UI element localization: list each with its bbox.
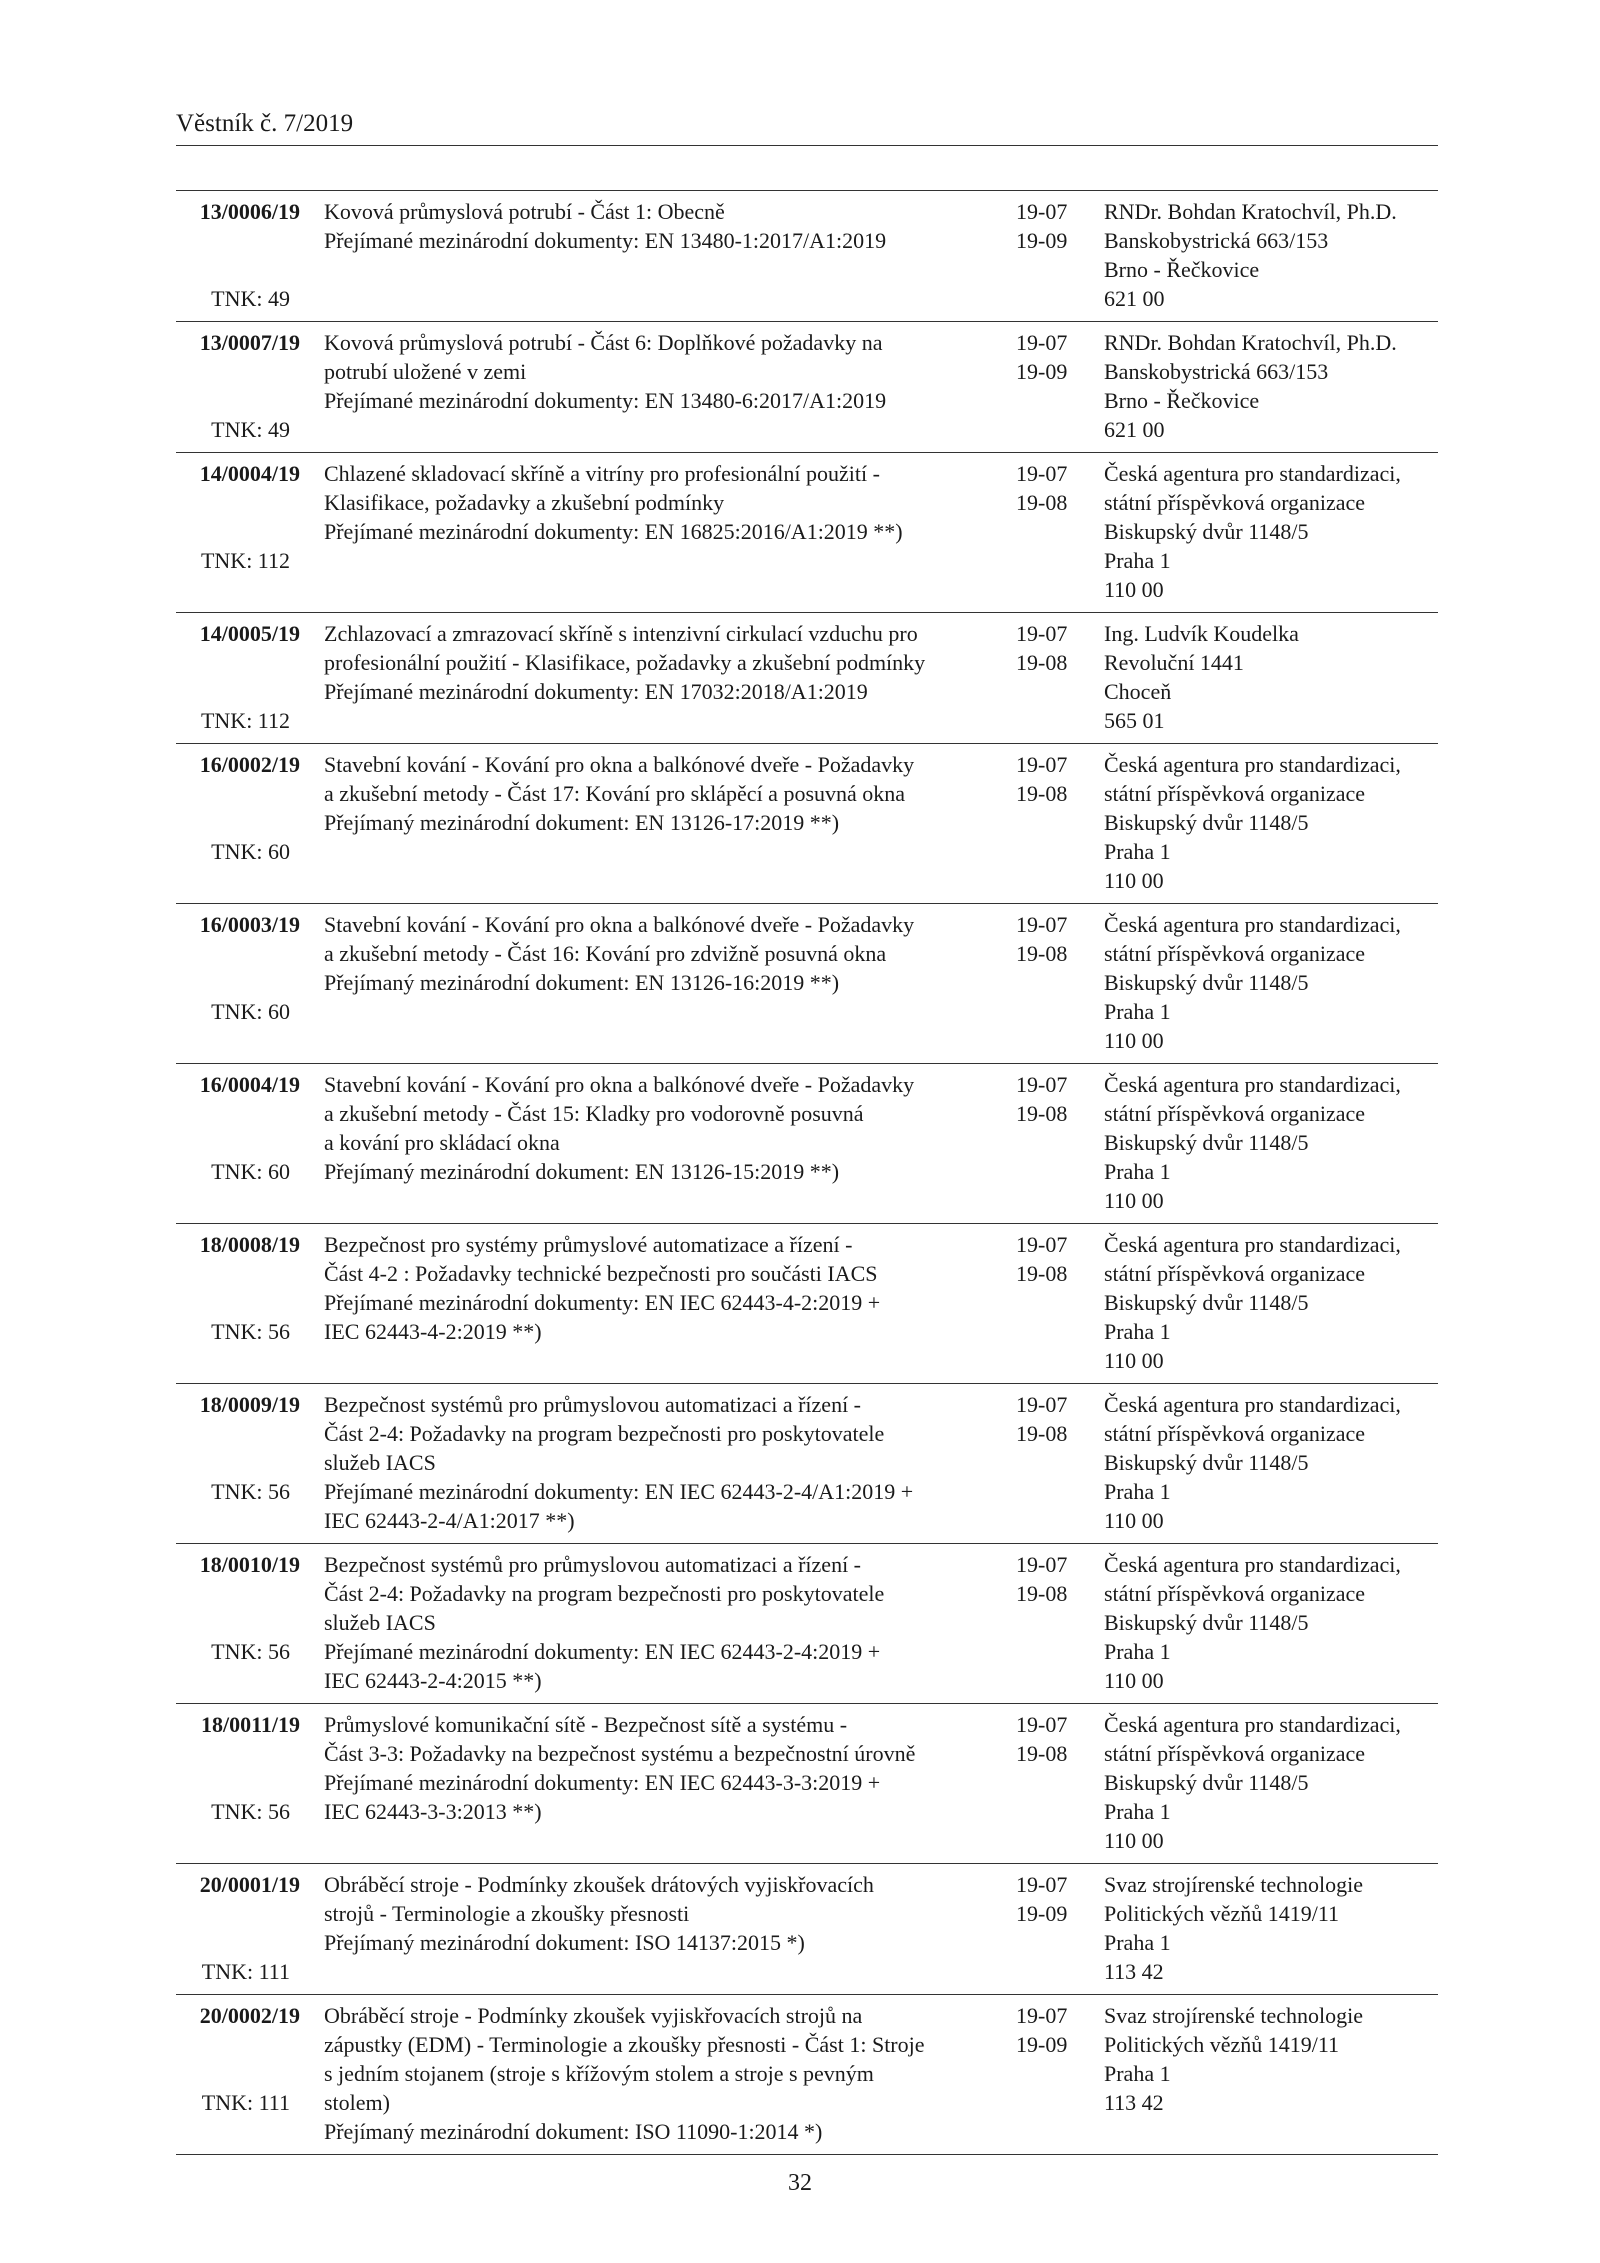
title-line: Stavební kování - Kování pro okna a balkónové dveře - Požadavky <box>324 912 915 937</box>
address-line: Praha 1 <box>1104 1930 1171 1955</box>
address-line: Svaz strojírenské technologie <box>1104 2003 1364 2028</box>
title-line: Přejímané mezinárodní dokumenty: EN 13480-6:2017/A1:2019 <box>324 388 887 413</box>
address-line: Biskupský dvůr 1148/5 <box>1104 810 1309 835</box>
address-line: Politických vězňů 1419/11 <box>1104 1901 1340 1926</box>
standard-number: 18/0011/19 <box>200 1712 300 1737</box>
date-code: 19-08 <box>1016 941 1068 966</box>
title-line: potrubí uložené v zemi <box>324 359 527 384</box>
title-line: služeb IACS <box>324 1450 436 1475</box>
address-line: Česká agentura pro standardizaci, <box>1104 1392 1401 1417</box>
processor-address <box>1104 328 1444 444</box>
address-line: státní příspěvková organizace <box>1104 1261 1366 1286</box>
dates <box>1016 328 1086 386</box>
address-line: státní příspěvková organizace <box>1104 941 1366 966</box>
date-code: 19-08 <box>1016 1261 1068 1286</box>
address-line: Politických vězňů 1419/11 <box>1104 2032 1340 2057</box>
dates <box>1016 1230 1086 1288</box>
title-line: strojů - Terminologie a zkoušky přesnosti <box>324 1901 690 1926</box>
address-line: státní příspěvková organizace <box>1104 1581 1366 1606</box>
title-line: Přejímané mezinárodní dokumenty: EN IEC 62443-3-3:2019 + <box>324 1770 881 1795</box>
date-code: 19-07 <box>1016 1072 1068 1097</box>
date-code: 19-09 <box>1016 1901 1068 1926</box>
title-line: Obráběcí stroje - Podmínky zkoušek drátových vyjiskřovacích <box>324 1872 874 1897</box>
date-code: 19-08 <box>1016 1741 1068 1766</box>
address-line: Praha 1 <box>1104 2061 1171 2086</box>
address-line: státní příspěvková organizace <box>1104 490 1366 515</box>
standards-table <box>176 190 1438 2155</box>
date-code: 19-07 <box>1016 621 1068 646</box>
address-line: Biskupský dvůr 1148/5 <box>1104 1610 1309 1635</box>
title-line: Stavební kování - Kování pro okna a balkónové dveře - Požadavky <box>324 752 915 777</box>
date-code: 19-08 <box>1016 1421 1068 1446</box>
title-line: s jedním stojanem (stroje s křížovým stolem a stroje s pevným <box>324 2061 874 2086</box>
tnk-number: TNK: 56 <box>211 1639 290 1664</box>
dates <box>1016 1550 1086 1608</box>
title-line: Část 2-4: Požadavky na program bezpečnosti pro poskytovatele <box>324 1581 885 1606</box>
date-code: 19-07 <box>1016 1232 1068 1257</box>
title-line: Přejímané mezinárodní dokumenty: EN IEC 62443-4-2:2019 + <box>324 1290 881 1315</box>
standard-title <box>324 1710 984 1826</box>
processor-address <box>1104 1550 1444 1695</box>
date-code: 19-07 <box>1016 912 1068 937</box>
address-line: Praha 1 <box>1104 839 1171 864</box>
address-line: Praha 1 <box>1104 999 1171 1024</box>
date-code: 19-07 <box>1016 752 1068 777</box>
dates <box>1016 1710 1086 1768</box>
processor-address <box>1104 197 1444 313</box>
title-line: Přejímané mezinárodní dokumenty: EN 13480-1:2017/A1:2019 <box>324 228 887 253</box>
address-line: Česká agentura pro standardizaci, <box>1104 752 1401 777</box>
standard-title <box>324 2001 984 2146</box>
title-line: Bezpečnost systémů pro průmyslovou automatizaci a řízení - <box>324 1392 862 1417</box>
title-line: IEC 62443-2-4/A1:2017 **) <box>324 1508 575 1533</box>
dates <box>1016 1390 1086 1448</box>
title-line: Část 2-4: Požadavky na program bezpečnosti pro poskytovatele <box>324 1421 885 1446</box>
title-line: a zkušební metody - Část 15: Kladky pro vodorovně posuvná <box>324 1101 864 1126</box>
standard-title <box>324 1550 984 1695</box>
standard-number: 18/0008/19 <box>199 1232 300 1257</box>
title-line: služeb IACS <box>324 1610 436 1635</box>
address-line: Choceň <box>1104 679 1172 704</box>
date-code: 19-07 <box>1016 1872 1068 1897</box>
title-line: profesionální použití - Klasifikace, požadavky a zkušební podmínky <box>324 650 926 675</box>
processor-address <box>1104 2001 1444 2117</box>
standard-number: 20/0002/19 <box>199 2003 300 2028</box>
date-code: 19-09 <box>1016 228 1068 253</box>
dates <box>1016 910 1086 968</box>
address-line: Praha 1 <box>1104 1479 1171 1504</box>
address-line: 110 00 <box>1104 1828 1164 1853</box>
dates <box>1016 1070 1086 1128</box>
title-line: Přejímané mezinárodní dokumenty: EN IEC 62443-2-4:2019 + <box>324 1639 881 1664</box>
processor-address <box>1104 750 1444 895</box>
title-line: Klasifikace, požadavky a zkušební podmínky <box>324 490 725 515</box>
address-line: Česká agentura pro standardizaci, <box>1104 1712 1401 1737</box>
address-line: Brno - Řečkovice <box>1104 257 1260 282</box>
address-line: Banskobystrická 663/153 <box>1104 228 1329 253</box>
address-line: Česká agentura pro standardizaci, <box>1104 1552 1401 1577</box>
title-line: Chlazené skladovací skříně a vitríny pro profesionální použití - <box>324 461 880 486</box>
date-code: 19-09 <box>1016 359 1068 384</box>
title-line: stolem) <box>324 2090 390 2115</box>
address-line: Revoluční 1441 <box>1104 650 1244 675</box>
tnk-number: TNK: 56 <box>211 1799 290 1824</box>
date-code: 19-08 <box>1016 1581 1068 1606</box>
address-line: 110 00 <box>1104 577 1164 602</box>
title-line: a kování pro skládací okna <box>324 1130 560 1155</box>
date-code: 19-08 <box>1016 781 1068 806</box>
tnk-number: TNK: 112 <box>200 708 290 733</box>
address-line: RNDr. Bohdan Kratochvíl, Ph.D. <box>1104 330 1397 355</box>
standard-title <box>324 328 984 415</box>
table-row <box>176 613 1438 744</box>
table-row <box>176 904 1438 1064</box>
address-line: 113 42 <box>1104 2090 1164 2115</box>
address-line: Praha 1 <box>1104 1799 1171 1824</box>
dates <box>1016 197 1086 255</box>
title-line: zápustky (EDM) - Terminologie a zkoušky přesnosti - Část 1: Stroje <box>324 2032 925 2057</box>
address-line: Biskupský dvůr 1148/5 <box>1104 1450 1309 1475</box>
dates <box>1016 750 1086 808</box>
address-line: Banskobystrická 663/153 <box>1104 359 1329 384</box>
title-line: a zkušební metody - Část 16: Kování pro zdvižně posuvná okna <box>324 941 887 966</box>
processor-address <box>1104 1070 1444 1215</box>
standard-number: 20/0001/19 <box>199 1872 300 1897</box>
dates <box>1016 619 1086 677</box>
tnk-number: TNK: 112 <box>200 548 290 573</box>
tnk-number: TNK: 49 <box>211 286 290 311</box>
table-row <box>176 1995 1438 2155</box>
date-code: 19-07 <box>1016 199 1068 224</box>
address-line: Brno - Řečkovice <box>1104 388 1260 413</box>
address-line: státní příspěvková organizace <box>1104 1421 1366 1446</box>
table-row <box>176 1064 1438 1224</box>
title-line: Přejímané mezinárodní dokumenty: EN 16825:2016/A1:2019 **) <box>324 519 903 544</box>
title-line: Kovová průmyslová potrubí - Část 1: Obecně <box>324 199 725 224</box>
address-line: RNDr. Bohdan Kratochvíl, Ph.D. <box>1104 199 1397 224</box>
page-number: 32 <box>788 2170 812 2196</box>
date-code: 19-07 <box>1016 1552 1068 1577</box>
address-line: státní příspěvková organizace <box>1104 1741 1366 1766</box>
address-line: 110 00 <box>1104 1188 1164 1213</box>
address-line: 621 00 <box>1104 417 1165 442</box>
address-line: 110 00 <box>1104 868 1164 893</box>
table-row <box>176 191 1438 322</box>
address-line: Česká agentura pro standardizaci, <box>1104 461 1401 486</box>
title-line: Přejímané mezinárodní dokumenty: EN 17032:2018/A1:2019 <box>324 679 868 704</box>
standard-title <box>324 1070 984 1186</box>
title-line: Obráběcí stroje - Podmínky zkoušek vyjiskřovacích strojů na <box>324 2003 863 2028</box>
tnk-number: TNK: 111 <box>201 2090 290 2115</box>
title-line: Přejímaný mezinárodní dokument: ISO 11090-1:2014 *) <box>324 2119 823 2144</box>
processor-address <box>1104 1390 1444 1535</box>
table-row <box>176 1704 1438 1864</box>
date-code: 19-09 <box>1016 2032 1068 2057</box>
address-line: 565 01 <box>1104 708 1165 733</box>
address-line: Biskupský dvůr 1148/5 <box>1104 1130 1309 1155</box>
address-line: Česká agentura pro standardizaci, <box>1104 1232 1401 1257</box>
date-code: 19-08 <box>1016 650 1068 675</box>
date-code: 19-07 <box>1016 461 1068 486</box>
standard-title <box>324 1870 984 1957</box>
address-line: Biskupský dvůr 1148/5 <box>1104 519 1309 544</box>
tnk-number: TNK: 60 <box>211 839 290 864</box>
journal-header: Věstník č. 7/2019 <box>176 110 354 137</box>
address-line: Praha 1 <box>1104 1159 1171 1184</box>
title-line: Kovová průmyslová potrubí - Část 6: Doplňkové požadavky na <box>324 330 883 355</box>
title-line: a zkušební metody - Část 17: Kování pro sklápěcí a posuvná okna <box>324 781 906 806</box>
date-code: 19-07 <box>1016 2003 1068 2028</box>
standard-number: 16/0002/19 <box>199 752 300 777</box>
standard-title <box>324 619 984 706</box>
table-row <box>176 1544 1438 1704</box>
standard-title <box>324 1390 984 1535</box>
tnk-number: TNK: 56 <box>211 1479 290 1504</box>
standard-number: 18/0010/19 <box>199 1552 300 1577</box>
table-row <box>176 453 1438 613</box>
address-line: Svaz strojírenské technologie <box>1104 1872 1364 1897</box>
address-line: Biskupský dvůr 1148/5 <box>1104 1290 1309 1315</box>
title-line: Přejímaný mezinárodní dokument: EN 13126-16:2019 **) <box>324 970 840 995</box>
title-line: IEC 62443-4-2:2019 **) <box>324 1319 542 1344</box>
address-line: státní příspěvková organizace <box>1104 1101 1366 1126</box>
standard-number: 18/0009/19 <box>199 1392 300 1417</box>
standard-title <box>324 750 984 837</box>
title-line: Přejímaný mezinárodní dokument: EN 13126-15:2019 **) <box>324 1159 840 1184</box>
standard-number: 14/0005/19 <box>199 621 300 646</box>
standard-number: 13/0007/19 <box>199 330 300 355</box>
address-line: Česká agentura pro standardizaci, <box>1104 1072 1401 1097</box>
address-line: 110 00 <box>1104 1668 1164 1693</box>
processor-address <box>1104 459 1444 604</box>
standard-number: 13/0006/19 <box>199 199 300 224</box>
address-line: státní příspěvková organizace <box>1104 781 1366 806</box>
address-line: Praha 1 <box>1104 548 1171 573</box>
address-line: Biskupský dvůr 1148/5 <box>1104 970 1309 995</box>
dates <box>1016 2001 1086 2059</box>
date-code: 19-07 <box>1016 1712 1068 1737</box>
date-code: 19-08 <box>1016 490 1068 515</box>
title-line: IEC 62443-3-3:2013 **) <box>324 1799 542 1824</box>
title-line: Bezpečnost pro systémy průmyslové automatizace a řízení - <box>324 1232 853 1257</box>
table-row <box>176 1864 1438 1995</box>
processor-address <box>1104 1870 1444 1986</box>
dates <box>1016 459 1086 517</box>
title-line: Část 3-3: Požadavky na bezpečnost systému a bezpečnostní úrovně <box>324 1741 916 1766</box>
header-divider <box>176 145 1438 146</box>
title-line: IEC 62443-2-4:2015 **) <box>324 1668 542 1693</box>
standard-title <box>324 910 984 997</box>
standard-number: 16/0003/19 <box>199 912 300 937</box>
address-line: 110 00 <box>1104 1348 1164 1373</box>
standard-title <box>324 1230 984 1346</box>
address-line: 621 00 <box>1104 286 1165 311</box>
title-line: Stavební kování - Kování pro okna a balkónové dveře - Požadavky <box>324 1072 915 1097</box>
processor-address <box>1104 1230 1444 1375</box>
standard-title <box>324 197 984 255</box>
title-line: Zchlazovací a zmrazovací skříně s intenzivní cirkulací vzduchu pro <box>324 621 918 646</box>
tnk-number: TNK: 56 <box>211 1319 290 1344</box>
tnk-number: TNK: 111 <box>201 1959 290 1984</box>
title-line: Přejímaný mezinárodní dokument: EN 13126-17:2019 **) <box>324 810 840 835</box>
title-line: Přejímané mezinárodní dokumenty: EN IEC 62443-2-4/A1:2019 + <box>324 1479 914 1504</box>
address-line: 110 00 <box>1104 1028 1164 1053</box>
address-line: 113 42 <box>1104 1959 1164 1984</box>
processor-address <box>1104 1710 1444 1855</box>
standard-number: 16/0004/19 <box>199 1072 300 1097</box>
date-code: 19-08 <box>1016 1101 1068 1126</box>
address-line: Biskupský dvůr 1148/5 <box>1104 1770 1309 1795</box>
title-line: Část 4-2 : Požadavky technické bezpečnosti pro součásti IACS <box>324 1261 878 1286</box>
title-line: Bezpečnost systémů pro průmyslovou automatizaci a řízení - <box>324 1552 862 1577</box>
table-row <box>176 1224 1438 1384</box>
date-code: 19-07 <box>1016 330 1068 355</box>
title-line: Přejímaný mezinárodní dokument: ISO 14137:2015 *) <box>324 1930 805 1955</box>
date-code: 19-07 <box>1016 1392 1068 1417</box>
dates <box>1016 1870 1086 1928</box>
table-row <box>176 744 1438 904</box>
standard-number: 14/0004/19 <box>199 461 300 486</box>
tnk-number: TNK: 60 <box>211 999 290 1024</box>
tnk-number: TNK: 49 <box>211 417 290 442</box>
standard-title <box>324 459 984 546</box>
address-line: 110 00 <box>1104 1508 1164 1533</box>
processor-address <box>1104 910 1444 1055</box>
tnk-number: TNK: 60 <box>211 1159 290 1184</box>
address-line: Praha 1 <box>1104 1639 1171 1664</box>
processor-address <box>1104 619 1444 735</box>
address-line: Ing. Ludvík Koudelka <box>1104 621 1299 646</box>
address-line: Praha 1 <box>1104 1319 1171 1344</box>
title-line: Průmyslové komunikační sítě - Bezpečnost sítě a systému - <box>324 1712 848 1737</box>
table-row <box>176 1384 1438 1544</box>
address-line: Česká agentura pro standardizaci, <box>1104 912 1401 937</box>
table-row <box>176 322 1438 453</box>
